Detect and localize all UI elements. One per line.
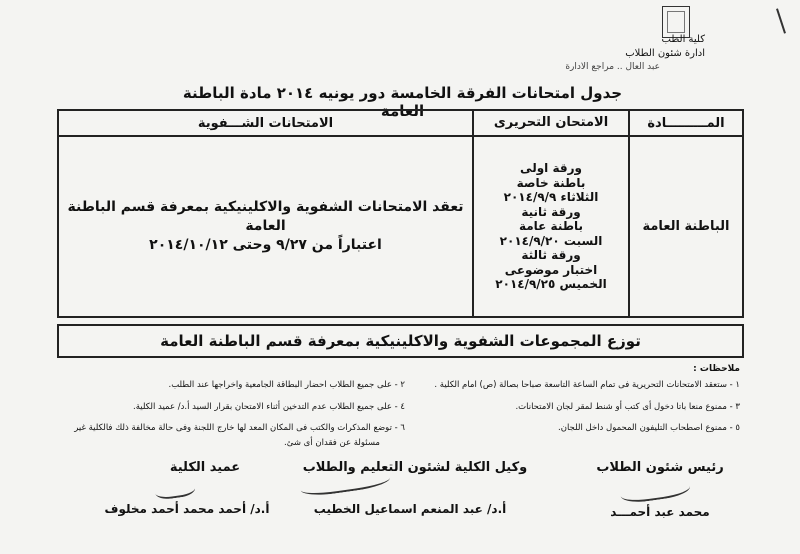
notes-heading: ملاحظات : — [693, 364, 740, 374]
oral-line: اعتباراً من ٩/٢٧ وحتى ٢٠١٤/١٠/١٢ — [149, 237, 382, 253]
groups-note: توزع المجموعات الشفوية والاكلينيكية بمعرفة قسم الباطنة العامة — [57, 324, 744, 358]
written-line: باطنة عامة — [518, 219, 584, 234]
note-item: مسئولة عن فقدان أى شئ. — [284, 438, 380, 448]
written-line: السبت ٢٠١٤/٩/٢٠ — [499, 233, 603, 248]
written-line: ورقة ثالثة — [521, 248, 581, 263]
signature-title-dean: عميد الكلية — [169, 460, 241, 475]
signature-title-vice-dean: وكيل الكلية لشئون التعليم والطلاب — [302, 460, 528, 475]
faculty-name: كلية الطب — [661, 34, 705, 45]
header-written: الامتحان التحريرى — [473, 110, 629, 136]
reference-line: عبد العال .. مراجع الادارة — [565, 62, 660, 72]
signature-name-student-affairs: محمد عبد أحمـــد — [610, 505, 710, 519]
written-line: اختبار موضوعى — [504, 262, 598, 277]
written-line: الخميس ٢٠١٤/٩/٢٥ — [495, 277, 607, 292]
table-row — [58, 136, 743, 317]
oral-line: تعقد الامتحانات الشفوية والاكلينيكية بمعرفة قسم الباطنة العامة — [67, 199, 464, 234]
signature-scribble — [619, 473, 691, 505]
note-item: ١ - ستعقد الامتحانات التحريرية فى تمام الساعة التاسعة صباحا بصالة (ص) امام الكلية . — [434, 380, 740, 390]
document-title: جدول امتحانات الفرقة الخامسة دور يونيه ٢٠١٤ مادة الباطنة العامة — [182, 84, 623, 120]
written-line: باطنة خاصة — [516, 175, 586, 190]
note-item: ٦ - توضع المذكرات والكتب فى المكان المعد لها خارج اللجنة وفى حالة مخالفة ذلك فالكلية غير — [74, 423, 405, 433]
written-line: الثلاثاء ٢٠١٤/٩/٩ — [503, 190, 599, 205]
note-item: ٢ - على جميع الطلاب احضار البطاقة الجامعية واخراجها عند الطلب. — [168, 380, 405, 390]
exam-schedule-table — [57, 109, 744, 318]
note-item: ٤ - على جميع الطلاب عدم التدخين أثناء الامتحان بقرار السيد أ.د/ عميد الكلية. — [133, 402, 405, 412]
signature-name-vice-dean: أ.د/ عبد المنعم اسماعيل الخطيب — [313, 502, 507, 516]
written-line: ورقة ثانية — [521, 204, 581, 219]
header-subject: المـــــــــادة — [629, 110, 743, 136]
handwritten-mark — [776, 8, 786, 33]
signature-scribble — [154, 477, 196, 500]
note-item: ٥ - ممنوع اصطحاب التليفون المحمول داخل اللجان. — [558, 423, 740, 433]
written-exam-cell — [473, 136, 629, 317]
signature-title-student-affairs: رئيس شئون الطلاب — [596, 460, 724, 475]
department-name: ادارة شئون الطلاب — [625, 48, 705, 59]
oral-exam-cell — [58, 136, 473, 317]
subject-cell: الباطنة العامة — [629, 136, 743, 317]
table-header-row — [58, 110, 743, 136]
note-item: ٣ - ممنوع منعا باتا دخول أى كتب أو شنط لمقر لجان الامتحانات. — [515, 402, 740, 412]
written-line: ورقة اولى — [520, 161, 582, 176]
header-oral: الامتحانات الشـــفوية — [58, 110, 473, 136]
signature-name-dean: أ.د/ أحمد محمد أحمد مخلوف — [104, 502, 270, 516]
